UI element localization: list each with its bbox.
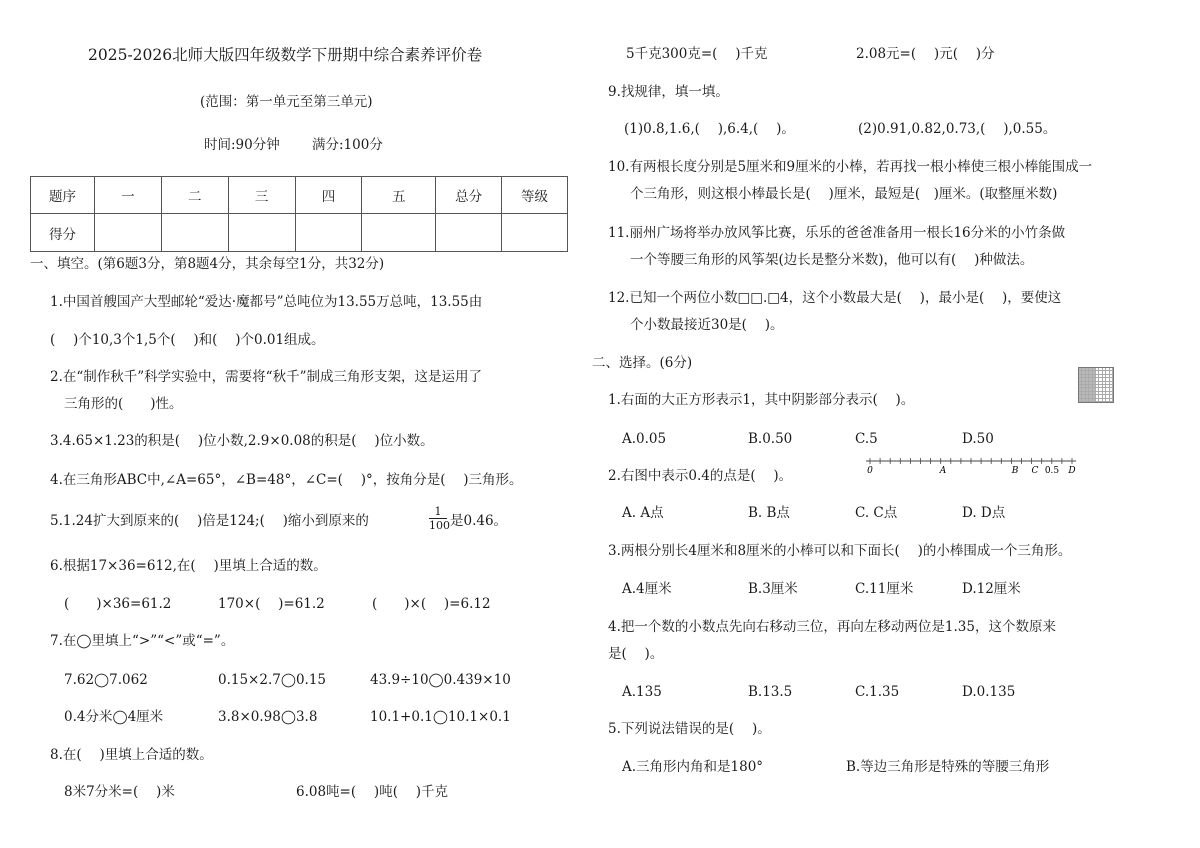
question-6-item-a: ( )×36=61.2 <box>64 596 172 612</box>
choice-3-option-a[interactable]: A.4厘米 <box>622 581 672 597</box>
choice-1-option-b[interactable]: B.0.50 <box>748 431 793 447</box>
score-cell[interactable] <box>362 214 436 252</box>
number-line-label-0: 0 <box>867 466 873 476</box>
fraction-denominator: 100 <box>429 519 450 532</box>
exam-time: 时间:90分钟 <box>204 137 280 153</box>
choice-4-option-b[interactable]: B.13.5 <box>748 684 793 700</box>
question-11-line-2: 一个等腰三角形的风筝架(边长是整分米数)，他可以有( )种做法。 <box>630 252 1034 268</box>
score-table <box>30 176 568 252</box>
choice-4-option-a[interactable]: A.135 <box>622 684 662 700</box>
score-header-cell: 总分 <box>436 177 502 214</box>
number-line-label-c: C <box>1031 466 1039 476</box>
question-4: 4.在三角形ABC中,∠A=65°，∠B=48°，∠C=( )°，按角分是( )三角形。 <box>50 472 523 488</box>
score-cell[interactable] <box>94 214 161 252</box>
score-cell[interactable] <box>161 214 228 252</box>
score-header-cell: 二 <box>161 177 228 214</box>
choice-2: 2.右图中表示0.4的点是( )。 <box>608 468 793 484</box>
question-10-line-2: 个三角形，则这根小棒最长是( )厘米，最短是( )厘米。(取整厘米数) <box>630 186 1058 202</box>
score-cell[interactable] <box>436 214 502 252</box>
question-7-item-c: 43.9÷10◯0.439×10 <box>370 672 511 688</box>
score-header-cell: 题序 <box>31 177 95 214</box>
choice-1-option-c[interactable]: C.5 <box>855 431 878 447</box>
question-5-part-1: 5.1.24扩大到原来的( )倍是124;( )缩小到原来的 <box>50 513 369 529</box>
number-line-label-half: 0.5 <box>1044 466 1060 476</box>
score-header-cell: 三 <box>228 177 295 214</box>
grid-cell <box>1110 399 1113 402</box>
score-cell[interactable] <box>295 214 362 252</box>
choice-2-option-c[interactable]: C. C点 <box>855 505 898 521</box>
choice-5-option-b[interactable]: B.等边三角形是特殊的等腰三角形 <box>846 759 1050 775</box>
choice-5-option-a[interactable]: A.三角形内角和是180° <box>622 759 764 775</box>
question-5-fraction <box>429 505 450 532</box>
choice-1: 1.右面的大正方形表示1，其中阴影部分表示( )。 <box>608 392 915 408</box>
score-table-score-row <box>31 214 568 252</box>
score-cell[interactable] <box>502 214 568 252</box>
score-header-cell: 四 <box>295 177 362 214</box>
number-line-figure <box>860 456 1084 478</box>
choice-1-option-d[interactable]: D.50 <box>962 431 994 447</box>
question-9: 9.找规律，填一填。 <box>608 84 729 100</box>
score-header-cell: 五 <box>362 177 436 214</box>
question-9-part-2: (2)0.91,0.82,0.73,( ),0.55。 <box>858 121 1057 137</box>
question-12-line-1: 12.已知一个两位小数□□.□4，这个小数最大是( )，最小是( )，要使这 <box>608 290 1062 306</box>
exam-title: 2025-2026北师大版四年级数学下册期中综合素养评价卷 <box>88 46 483 64</box>
choice-1-option-a[interactable]: A.0.05 <box>622 431 667 447</box>
fraction-numerator: 1 <box>434 505 442 518</box>
question-7-item-d: 0.4分米◯4厘米 <box>64 709 164 725</box>
score-header-cell: 一 <box>94 177 161 214</box>
question-10-line-1: 10.有两根长度分别是5厘米和9厘米的小棒，若再找一根小棒使三根小棒能围成一 <box>608 159 1093 175</box>
question-3: 3.4.65×1.23的积是( )位小数,2.9×0.08的积是( )位小数。 <box>50 433 434 449</box>
score-header-cell: 等级 <box>502 177 568 214</box>
choice-2-option-b[interactable]: B. B点 <box>748 505 790 521</box>
question-6-item-c: ( )×( )=6.12 <box>372 596 491 612</box>
choice-2-option-a[interactable]: A. A点 <box>622 505 664 521</box>
score-table-header-row <box>31 177 568 214</box>
question-8-item-d: 2.08元=( )元( )分 <box>856 46 995 62</box>
question-7-item-f: 10.1+0.1◯10.1×0.1 <box>370 709 511 725</box>
question-6: 6.根据17×36=612,在( )里填上合适的数。 <box>50 558 327 574</box>
choice-3-option-b[interactable]: B.3厘米 <box>748 581 798 597</box>
question-1-line-1: 1.中国首艘国产大型邮轮“爱达·魔都号”总吨位为13.55万总吨，13.55由 <box>50 294 483 310</box>
score-cell[interactable] <box>228 214 295 252</box>
section-1-heading: 一、填空。(第6题3分，第8题4分，其余每空1分，共32分) <box>30 256 385 272</box>
question-8-item-c: 5千克300克=( )千克 <box>626 46 768 62</box>
number-line-label-a: A <box>939 466 947 476</box>
question-2-line-1: 2.在“制作秋千”科学实验中，需要将“秋千”制成三角形支架，这是运用了 <box>50 369 482 385</box>
question-7-item-b: 0.15×2.7◯0.15 <box>218 672 327 688</box>
choice-3-option-c[interactable]: C.11厘米 <box>855 581 914 597</box>
question-12-line-2: 个小数最接近30是( )。 <box>630 317 784 333</box>
hundred-grid-icon <box>1078 367 1114 403</box>
question-7-item-a: 7.62◯7.062 <box>64 672 148 688</box>
exam-scope: (范围：第一单元至第三单元) <box>200 94 373 110</box>
question-1-line-2: ( )个10,3个1,5个( )和( )个0.01组成。 <box>50 332 325 348</box>
question-5-part-2: 是0.46。 <box>450 513 508 529</box>
question-6-item-b: 170×( )=61.2 <box>218 596 325 612</box>
question-2-line-2: 三角形的( )性。 <box>64 396 183 412</box>
choice-4-option-c[interactable]: C.1.35 <box>855 684 900 700</box>
choice-2-option-d[interactable]: D. D点 <box>962 505 1006 521</box>
exam-full-score: 满分:100分 <box>312 137 383 153</box>
question-7: 7.在◯里填上“>”“<”或“=”。 <box>50 633 235 649</box>
number-line-label-b: B <box>1011 466 1019 476</box>
choice-4-line-2: 是( )。 <box>608 646 664 662</box>
question-11-line-1: 11.丽州广场将举办放风筝比赛，乐乐的爸爸准备用一根长16分米的小竹条做 <box>608 225 1066 241</box>
choice-5: 5.下列说法错误的是( )。 <box>608 721 771 737</box>
question-8-item-b: 6.08吨=( )吨( )千克 <box>296 784 449 800</box>
number-line-ticks <box>870 458 1072 464</box>
question-8: 8.在( )里填上合适的数。 <box>50 747 213 763</box>
question-8-item-a: 8米7分米=( )米 <box>64 784 175 800</box>
choice-4-line-1: 4.把一个数的小数点先向右移动三位，再向左移动两位是1.35，这个数原来 <box>608 619 1056 635</box>
section-2-heading: 二、选择。(6分) <box>592 355 693 371</box>
number-line-label-d: D <box>1068 466 1076 476</box>
question-9-part-1: (1)0.8,1.6,( ),6.4,( )。 <box>624 121 795 137</box>
choice-3: 3.两根分别长4厘米和8厘米的小棒可以和下面长( )的小棒围成一个三角形。 <box>608 543 1072 559</box>
choice-4-option-d[interactable]: D.0.135 <box>962 684 1016 700</box>
choice-3-option-d[interactable]: D.12厘米 <box>962 581 1021 597</box>
score-row-label: 得分 <box>31 214 95 252</box>
question-7-item-e: 3.8×0.98◯3.8 <box>218 709 318 725</box>
